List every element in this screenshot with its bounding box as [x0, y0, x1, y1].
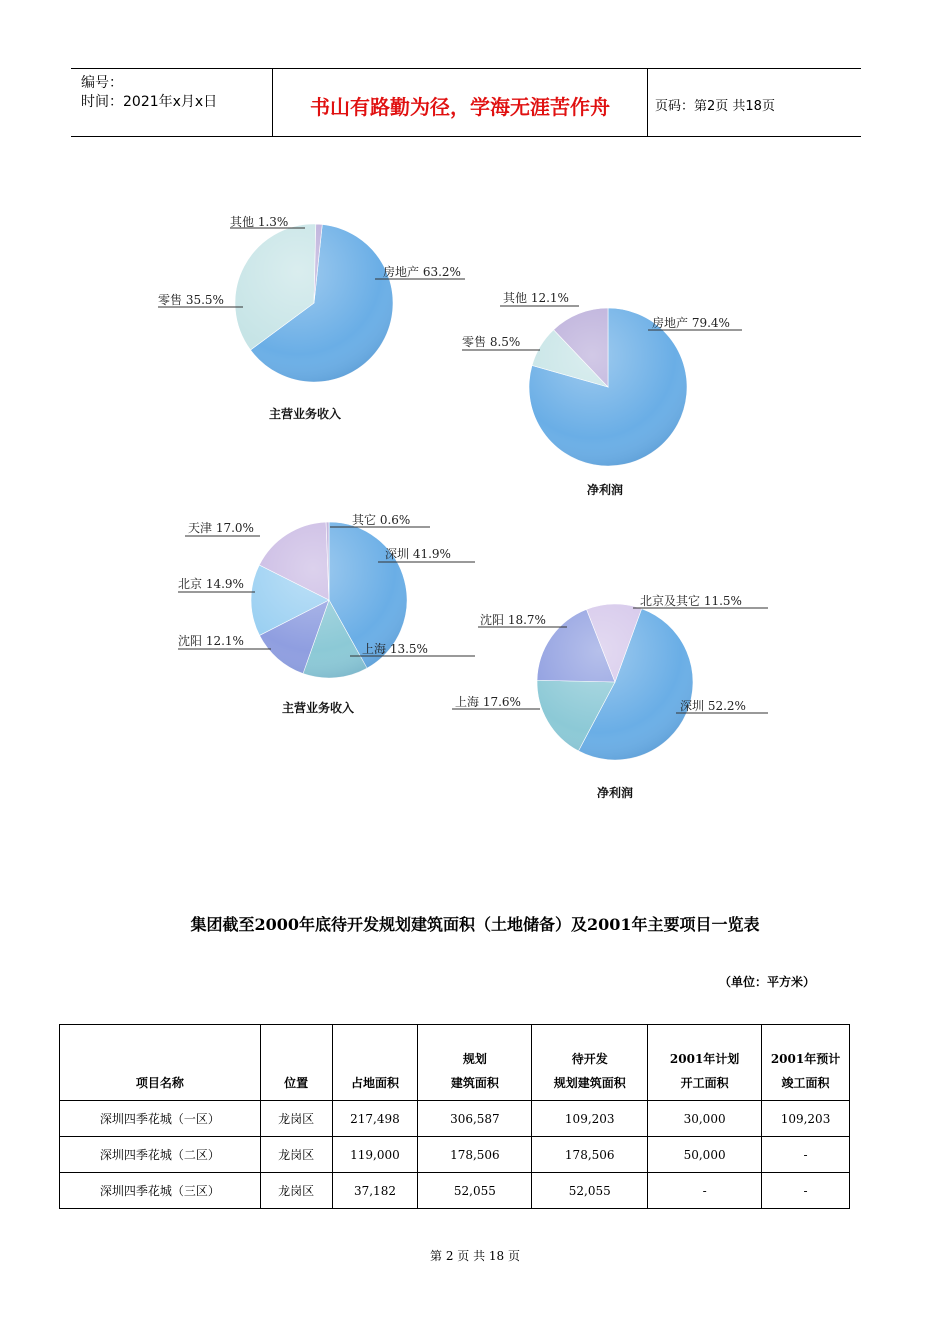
table-title: 集团截至2000年底待开发规划建筑面积（土地储备）及2001年主要项目一览表: [190, 915, 760, 934]
table-row: [60, 1173, 850, 1209]
document-number-label: 编号：: [81, 75, 123, 91]
header-motto: 书山有路勤为径，学海无涯苦作舟: [310, 95, 610, 119]
pie3-label-shenzhen: 深圳 41.9%: [385, 547, 451, 561]
table-unit: （单位：平方米）: [719, 975, 816, 989]
pie2-shading: [529, 308, 687, 466]
project-table: [59, 1024, 850, 1209]
pie1-label-realestate: 房地产 63.2%: [383, 265, 461, 279]
cell-project-name: 深圳四季花城（三区）: [60, 1173, 261, 1209]
cell-planned-area: 306,587: [418, 1101, 532, 1137]
pie4-caption: 净利润: [596, 786, 634, 800]
cell-location: 龙岗区: [260, 1173, 332, 1209]
cell-start-area: -: [648, 1173, 762, 1209]
pie-profit-by-city: [452, 593, 768, 800]
cell-land-area: 119,000: [332, 1137, 418, 1173]
pie3-label-shanghai: 上海 13.5%: [362, 642, 428, 656]
pie1-label-other: 其他 1.3%: [230, 215, 289, 229]
cell-finish-area: 109,203: [762, 1101, 850, 1137]
cell-pending-area: 109,203: [532, 1101, 648, 1137]
header-start-area: 2001年计划 开工面积: [648, 1025, 762, 1101]
table-header-row: [60, 1025, 850, 1101]
cell-start-area: 30,000: [648, 1101, 762, 1137]
cell-pending-area: 52,055: [532, 1173, 648, 1209]
cell-land-area: 37,182: [332, 1173, 418, 1209]
document-time-label: 时间：2021年x月x日: [81, 94, 218, 110]
pie4-label-shenzhen: 深圳 52.2%: [680, 699, 746, 713]
pie4-label-beijing-other: 北京及其它 11.5%: [640, 594, 742, 608]
pie3-label-beijing: 北京 14.9%: [178, 577, 244, 591]
header-finish-area: 2001年预计 竣工面积: [762, 1025, 850, 1101]
cell-planned-area: 52,055: [418, 1173, 532, 1209]
cell-finish-area: -: [762, 1173, 850, 1209]
pie3-label-tianjin: 天津 17.0%: [188, 521, 254, 535]
pie2-label-realestate: 房地产 79.4%: [652, 316, 730, 330]
cell-pending-area: 178,506: [532, 1137, 648, 1173]
pie3-caption: 主营业务收入: [281, 701, 355, 715]
header-location: 位置: [260, 1025, 332, 1101]
header-land-area: 占地面积: [332, 1025, 418, 1101]
cell-project-name: 深圳四季花城（二区）: [60, 1137, 261, 1173]
pie2-label-other: 其他 12.1%: [503, 291, 569, 305]
pie1-label-retail: 零售 35.5%: [158, 293, 224, 307]
pie1-shading: [235, 224, 393, 382]
pie-revenue-by-city: [178, 512, 475, 715]
cell-planned-area: 178,506: [418, 1137, 532, 1173]
pie3-label-other: 其它 0.6%: [352, 513, 411, 527]
cell-start-area: 50,000: [648, 1137, 762, 1173]
cell-location: 龙岗区: [260, 1137, 332, 1173]
pie4-label-shanghai: 上海 17.6%: [455, 695, 521, 709]
pie-profit-by-segment: [462, 290, 742, 497]
table-row: [60, 1137, 850, 1173]
pie2-label-retail: 零售 8.5%: [462, 335, 521, 349]
header-pending-area: 待开发 规划建筑面积: [532, 1025, 648, 1101]
header-page-info: 页码：第2页 共18页: [655, 99, 775, 114]
table-row: [60, 1101, 850, 1137]
pie2-caption: 净利润: [586, 483, 624, 497]
cell-land-area: 217,498: [332, 1101, 418, 1137]
cell-location: 龙岗区: [260, 1101, 332, 1137]
pie-revenue-by-segment: [158, 214, 465, 421]
cell-project-name: 深圳四季花城（一区）: [60, 1101, 261, 1137]
header-project-name: 项目名称: [60, 1025, 261, 1101]
header-planned-area: 规划 建筑面积: [418, 1025, 532, 1101]
pie1-caption: 主营业务收入: [268, 407, 342, 421]
cell-finish-area: -: [762, 1137, 850, 1173]
page-footer: 第 2 页 共 18 页: [430, 1249, 520, 1263]
pie3-label-shenyang: 沈阳 12.1%: [178, 634, 244, 648]
pie4-label-shenyang: 沈阳 18.7%: [480, 613, 546, 627]
